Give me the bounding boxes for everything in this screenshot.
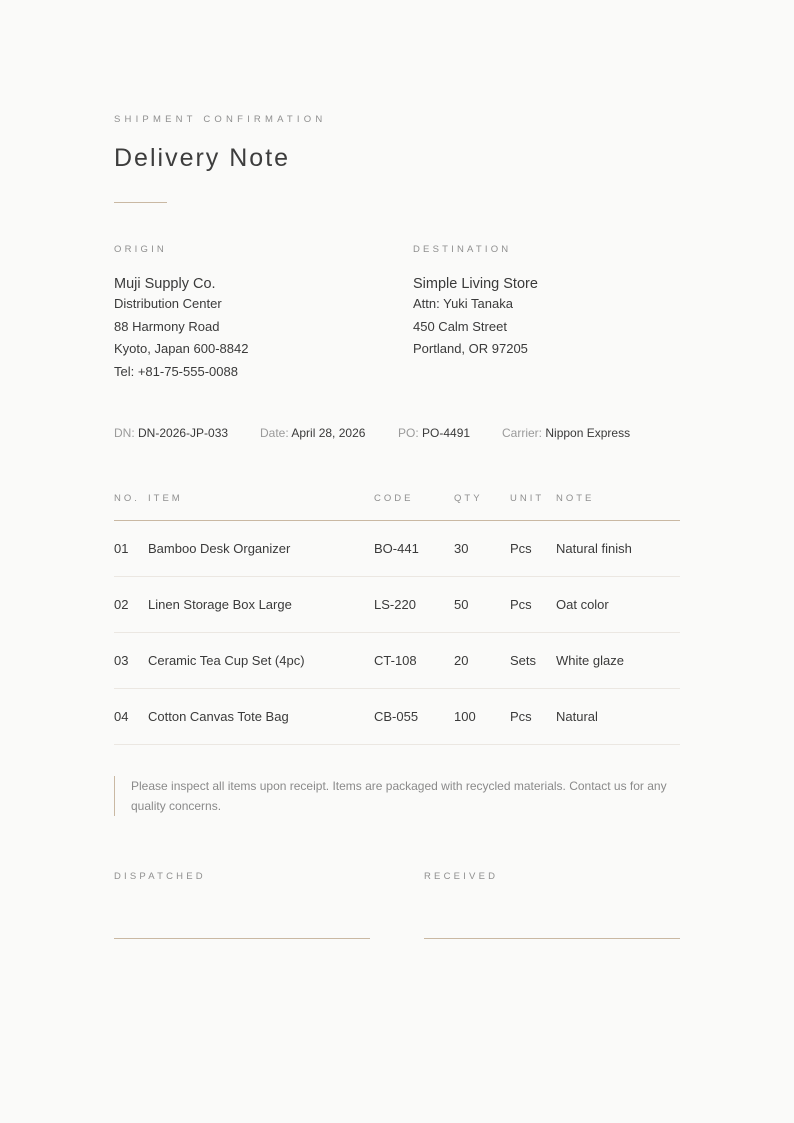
row-item: Linen Storage Box Large xyxy=(148,597,292,612)
meta-dn-value: DN-2026-JP-033 xyxy=(138,426,229,440)
destination-attn: Attn: Yuki Tanaka xyxy=(413,296,513,311)
meta-po-value: PO-4491 xyxy=(422,426,471,440)
row-item: Cotton Canvas Tote Bag xyxy=(148,709,289,724)
row-qty: 20 xyxy=(454,653,469,668)
table-row xyxy=(114,633,680,689)
row-no: 01 xyxy=(114,541,129,556)
column-header-unit: UNIT xyxy=(510,493,545,504)
row-code: BO-441 xyxy=(374,541,419,556)
destination-name: Simple Living Store xyxy=(413,276,538,292)
row-code: CT-108 xyxy=(374,653,417,668)
table-row xyxy=(114,689,680,745)
meta-po xyxy=(398,426,470,440)
destination-block xyxy=(413,244,673,361)
origin-phone: Tel: +81-75-555-0088 xyxy=(114,364,238,380)
origin-address-line: Kyoto, Japan 600-8842 xyxy=(114,341,249,357)
column-header-item: ITEM xyxy=(148,493,183,504)
row-note: White glaze xyxy=(556,653,624,668)
row-no: 03 xyxy=(114,653,129,668)
received-label: RECEIVED xyxy=(424,871,499,882)
items-table xyxy=(114,484,680,745)
row-unit: Pcs xyxy=(510,709,532,724)
column-header-note: NOTE xyxy=(556,493,595,504)
row-code: LS-220 xyxy=(374,597,416,612)
row-item: Ceramic Tea Cup Set (4pc) xyxy=(148,653,305,668)
column-header-no: NO. xyxy=(114,493,140,504)
inspection-notice: Please inspect all items upon receipt. Items are packaged with recycled materials. Contact us for any quality concerns. xyxy=(114,776,681,816)
dispatched-label: DISPATCHED xyxy=(114,871,206,882)
meta-date-value: April 28, 2026 xyxy=(291,426,366,440)
origin-address-line: Distribution Center xyxy=(114,296,222,311)
table-header xyxy=(114,484,680,521)
dispatched-signature xyxy=(114,871,370,939)
row-item: Bamboo Desk Organizer xyxy=(148,541,291,556)
origin-label: ORIGIN xyxy=(114,244,167,255)
row-unit: Pcs xyxy=(510,541,532,556)
meta-date xyxy=(260,426,365,440)
row-note: Natural finish xyxy=(556,541,632,556)
table-row xyxy=(114,521,680,577)
title-divider xyxy=(114,202,167,203)
row-qty: 100 xyxy=(454,709,476,724)
origin-name: Muji Supply Co. xyxy=(114,276,216,292)
dispatched-signature-line xyxy=(114,938,370,939)
meta-carrier-label: Carrier: xyxy=(502,426,543,440)
row-code: CB-055 xyxy=(374,709,419,724)
row-qty: 30 xyxy=(454,541,469,556)
meta-date-label: Date: xyxy=(260,426,289,440)
origin-address-line: 88 Harmony Road xyxy=(114,318,220,334)
row-no: 04 xyxy=(114,709,129,724)
meta-dn-label: DN: xyxy=(114,426,135,440)
column-header-qty: QTY xyxy=(454,493,483,504)
document-eyebrow: SHIPMENT CONFIRMATION xyxy=(114,114,327,125)
meta-dn xyxy=(114,426,228,440)
destination-address-line: Portland, OR 97205 xyxy=(413,341,528,357)
row-note: Natural xyxy=(556,709,598,724)
origin-block xyxy=(114,244,374,384)
meta-carrier xyxy=(502,426,630,440)
row-unit: Sets xyxy=(510,653,537,668)
row-qty: 50 xyxy=(454,597,469,612)
received-signature xyxy=(424,871,680,939)
meta-carrier-value: Nippon Express xyxy=(545,426,631,440)
row-note: Oat color xyxy=(556,597,609,612)
page-title: Delivery Note xyxy=(114,144,291,172)
table-row xyxy=(114,577,680,633)
column-header-code: CODE xyxy=(374,493,414,504)
meta-po-label: PO: xyxy=(398,426,419,440)
received-signature-line xyxy=(424,938,680,939)
destination-address-line: 450 Calm Street xyxy=(413,318,507,334)
destination-label: DESTINATION xyxy=(413,244,512,255)
row-unit: Pcs xyxy=(510,597,532,612)
row-no: 02 xyxy=(114,597,129,612)
